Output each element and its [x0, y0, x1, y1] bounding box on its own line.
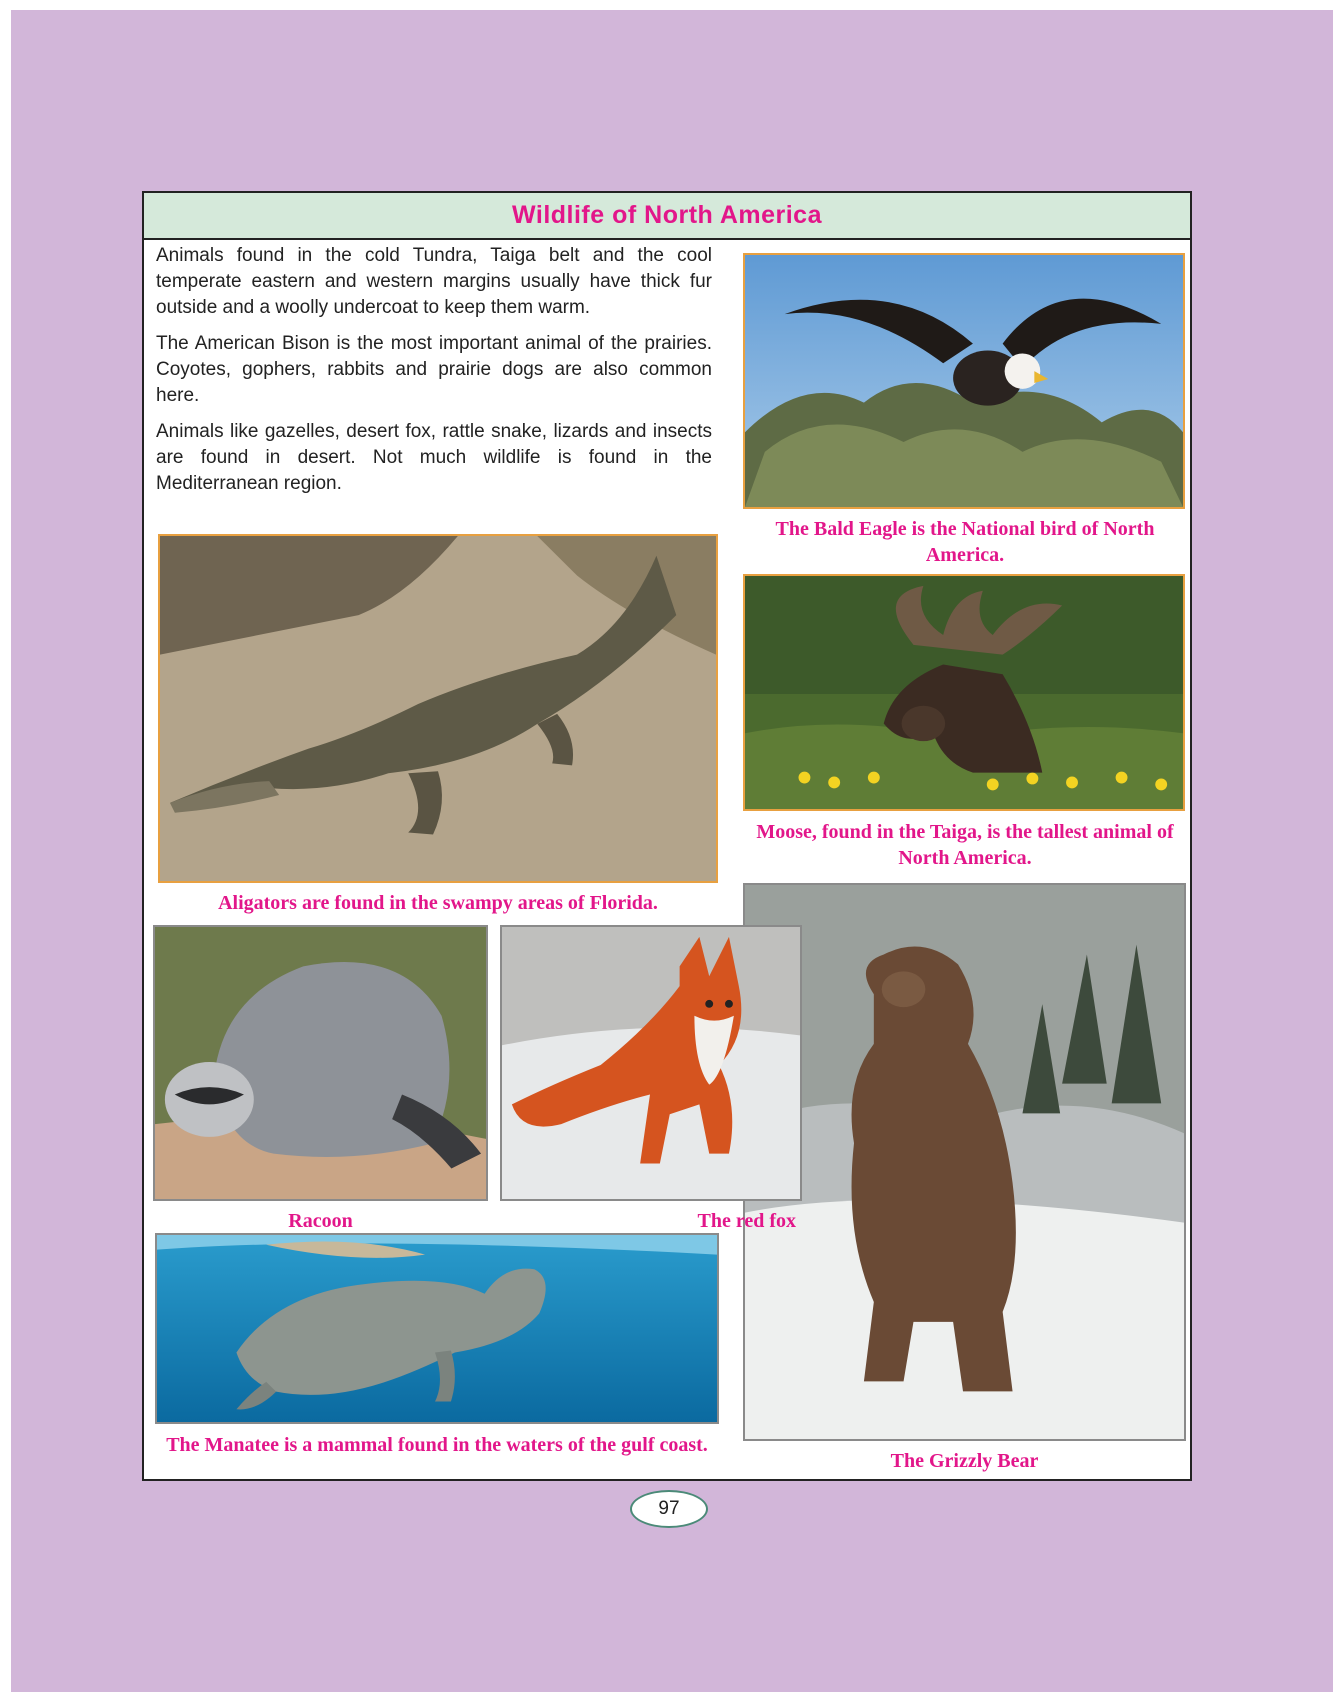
title-bar [144, 193, 1190, 240]
content-panel [142, 191, 1192, 1481]
moose-photo [743, 574, 1185, 811]
racoon-caption: Racoon [288, 1210, 353, 1232]
paragraph: Animals found in the cold Tundra, Taiga belt and the cool temperate eastern and western margins usually have thick fur outside and a woolly undercoat to keep them warm. [156, 245, 712, 318]
racoon-photo [153, 925, 488, 1201]
paragraph: Animals like gazelles, desert fox, rattle snake, lizards and insects are found in desert. Not much wildlife is found in the Mediterranean region. [156, 421, 712, 494]
alligator-photo [158, 534, 718, 883]
grizzly-bear-caption: The Grizzly Bear [890, 1450, 1039, 1472]
grizzly-bear-photo [743, 883, 1186, 1441]
bald-eagle-caption: The Bald Eagle is the National bird of North America. [775, 518, 1155, 566]
body-text [156, 243, 712, 507]
red-fox-photo [500, 925, 802, 1201]
manatee-photo [155, 1233, 719, 1424]
page-number: 97 [630, 1490, 708, 1528]
manatee-caption: The Manatee is a mammal found in the waters of the gulf coast. [166, 1434, 708, 1456]
page-title: Wildlife of North America [512, 201, 822, 229]
moose-caption: Moose, found in the Taiga, is the tallest animal of North America. [756, 821, 1174, 869]
red-fox-caption: The red fox [697, 1210, 796, 1232]
bald-eagle-photo [743, 253, 1185, 509]
alligator-caption: Aligators are found in the swampy areas of Florida. [218, 892, 658, 914]
paragraph: The American Bison is the most important animal of the prairies. Coyotes, gophers, rabbits and prairie dogs are also common here. [156, 333, 712, 406]
